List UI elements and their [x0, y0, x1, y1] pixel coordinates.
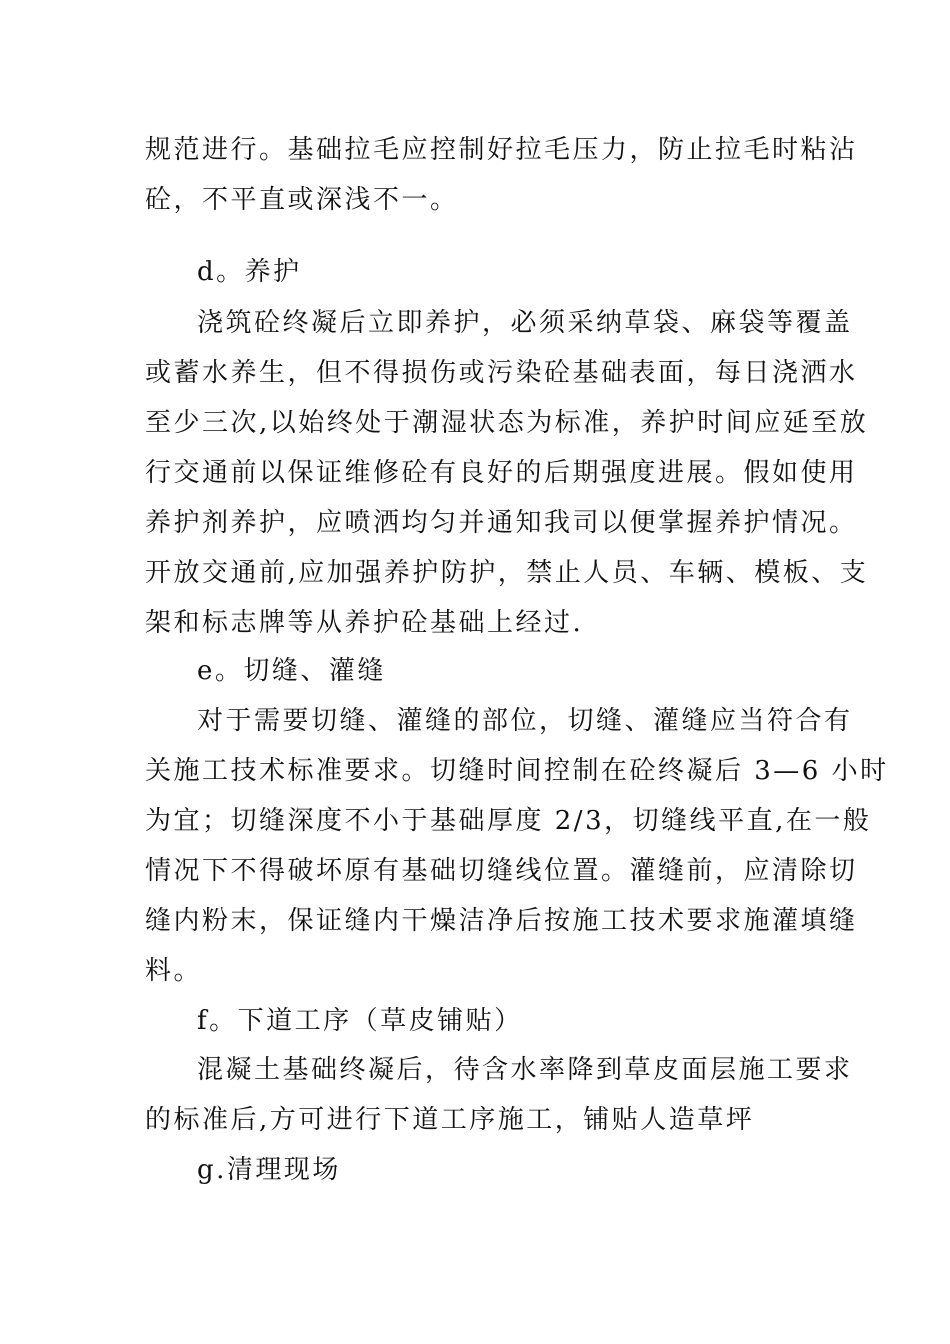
body-text-line: 的标准后,方可进行下道工序施工，铺贴人造草坪: [145, 1105, 755, 1135]
body-text-line: 或蓄水养生，但不得损伤或污染砼基础表面，每日浇洒水: [145, 358, 858, 388]
section-heading-f: f。下道工序（草皮铺贴）: [197, 1006, 523, 1036]
body-text-line: 混凝土基础终凝后，待含水率降到草皮面层施工要求: [197, 1055, 853, 1085]
body-text-line: 行交通前以保证维修砼有良好的后期强度进展。假如使用: [145, 458, 858, 488]
body-text-line: 料。: [145, 956, 203, 986]
body-text-line: 缝内粉末，保证缝内干燥洁净后按施工技术要求施灌填缝: [145, 906, 858, 936]
section-heading-e: e。切缝、灌缝: [197, 656, 386, 686]
body-text-line: 关施工技术标准要求。切缝时间控制在砼终凝后 3—6 小时: [145, 756, 889, 786]
body-text-line: 至少三次,以始终处于潮湿状态为标准，养护时间应延至放: [145, 408, 869, 438]
body-text-line: 为宜；切缝深度不小于基础厚度 2/3，切缝线平直,在一般: [145, 806, 872, 836]
body-text-line: 对于需要切缝、灌缝的部位，切缝、灌缝应当符合有: [197, 706, 853, 736]
body-text-line: 开放交通前,应加强养护防护，禁止人员、车辆、模板、支: [145, 558, 869, 588]
body-text-line: 浇筑砼终凝后立即养护，必须采纳草袋、麻袋等覆盖: [197, 308, 853, 338]
section-heading-d: d。养护: [197, 257, 302, 287]
section-heading-g: g.清理现场: [197, 1155, 341, 1185]
body-text-line: 养护剂养护，应喷洒均匀并通知我司以便掌握养护情况。: [145, 508, 858, 538]
body-text-line: 情况下不得破坏原有基础切缝线位置。灌缝前，应清除切: [145, 856, 858, 886]
body-text-line: 架和标志牌等从养护砼基础上经过.: [145, 608, 584, 638]
body-text-line: 砼，不平直或深浅不一。: [145, 185, 459, 215]
body-text-line: 规范进行。基础拉毛应控制好拉毛压力，防止拉毛时粘沾: [145, 135, 858, 165]
